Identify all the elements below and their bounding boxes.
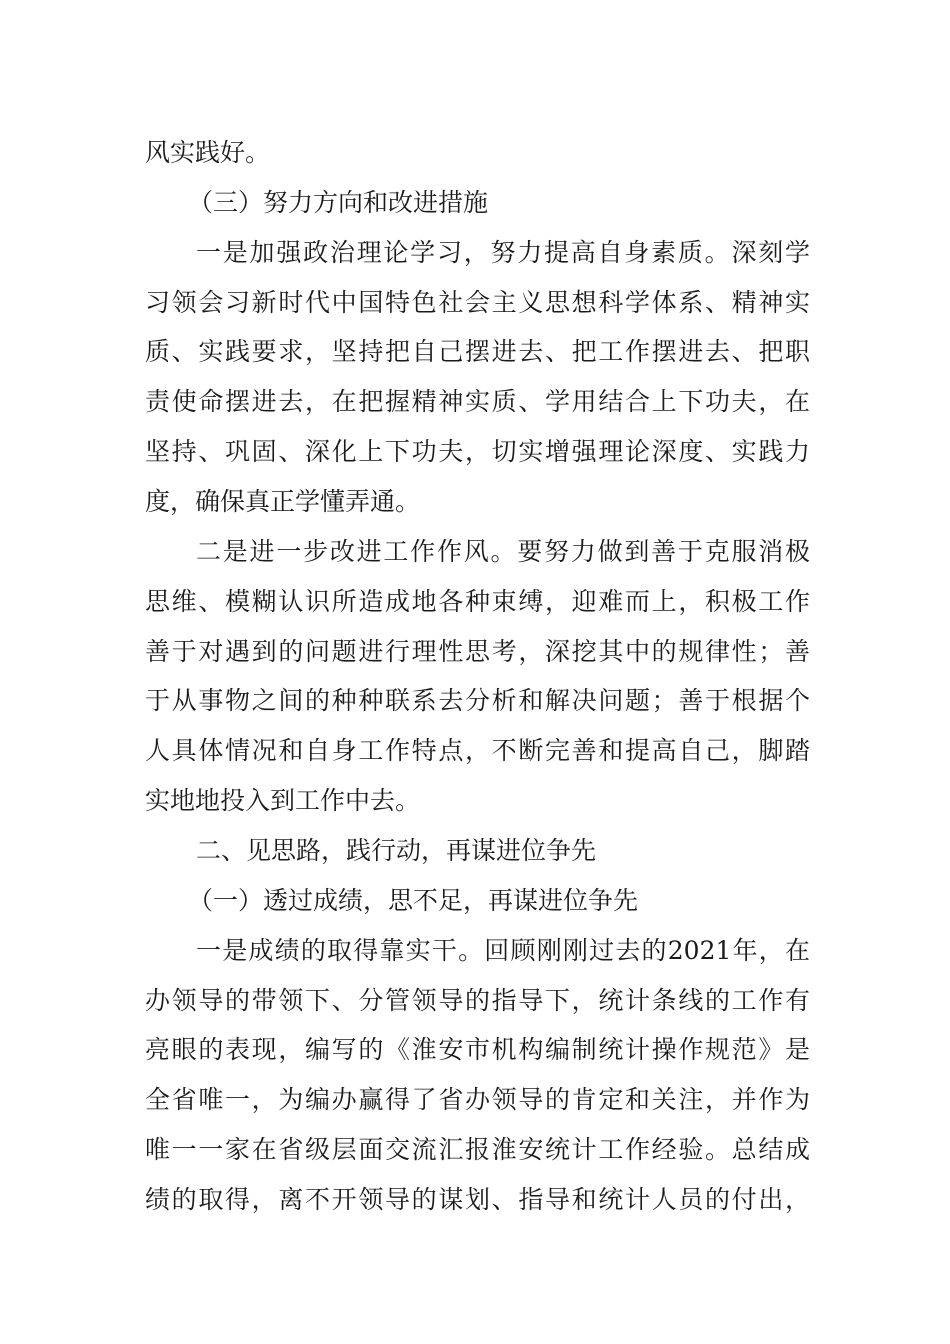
paragraph-2-line-6: 实地地投入到工作中去。	[145, 786, 421, 815]
paragraph-3-line-3: 亮眼的表现，编写的《淮安市机构编制统计操作规范》是	[145, 1035, 810, 1064]
paragraph-1-line-6: 度，确保真正学懂弄通。	[145, 487, 421, 516]
paragraph-continuation-line: 风实践好。	[145, 138, 271, 167]
section-heading-2-1: （一）透过成绩，思不足，再谋进位争先	[188, 886, 639, 915]
paragraph-2-line-4: 于从事物之间的种种联系去分析和解决问题；善于根据个	[145, 686, 810, 715]
section-heading-3: （三）努力方向和改进措施	[188, 188, 489, 217]
paragraph-1-line-4: 责使命摆进去，在把握精神实质、学用结合上下功夫，在	[145, 387, 810, 416]
paragraph-1-line-2: 习领会习新时代中国特色社会主义思想科学体系、精神实	[145, 288, 810, 317]
paragraph-2-line-1: 二是进一步改进工作作风。要努力做到善于克服消极	[196, 537, 810, 566]
paragraph-2-line-5: 人具体情况和自身工作特点，不断完善和提高自己，脚踏	[145, 736, 810, 765]
paragraph-2-line-3: 善于对遇到的问题进行理性思考，深挖其中的规律性；善	[145, 637, 810, 666]
paragraph-2-line-2: 思维、模糊认识所造成地各种束缚，迎难而上，积极工作	[145, 587, 810, 616]
paragraph-3-line-6: 绩的取得，离不开领导的谋划、指导和统计人员的付出，	[145, 1185, 810, 1214]
paragraph-3-line-2: 办领导的带领下、分管领导的指导下，统计条线的工作有	[145, 986, 810, 1015]
paragraph-1-line-1: 一是加强政治理论学习，努力提高自身素质。深刻学	[196, 238, 810, 267]
paragraph-1-line-5: 坚持、巩固、深化上下功夫，切实增强理论深度、实践力	[145, 437, 810, 466]
section-heading-2: 二、见思路，践行动，再谋进位争先	[196, 836, 597, 865]
paragraph-1-line-3: 质、实践要求，坚持把自己摆进去、把工作摆进去、把职	[145, 337, 810, 366]
paragraph-3-line-4: 全省唯一，为编办赢得了省办领导的肯定和关注，并作为	[145, 1085, 810, 1114]
paragraph-3-line-1: 一是成绩的取得靠实干。回顾刚刚过去的2021年，在	[196, 936, 810, 965]
paragraph-3-line-5: 唯一一家在省级层面交流汇报淮安统计工作经验。总结成	[145, 1135, 810, 1164]
